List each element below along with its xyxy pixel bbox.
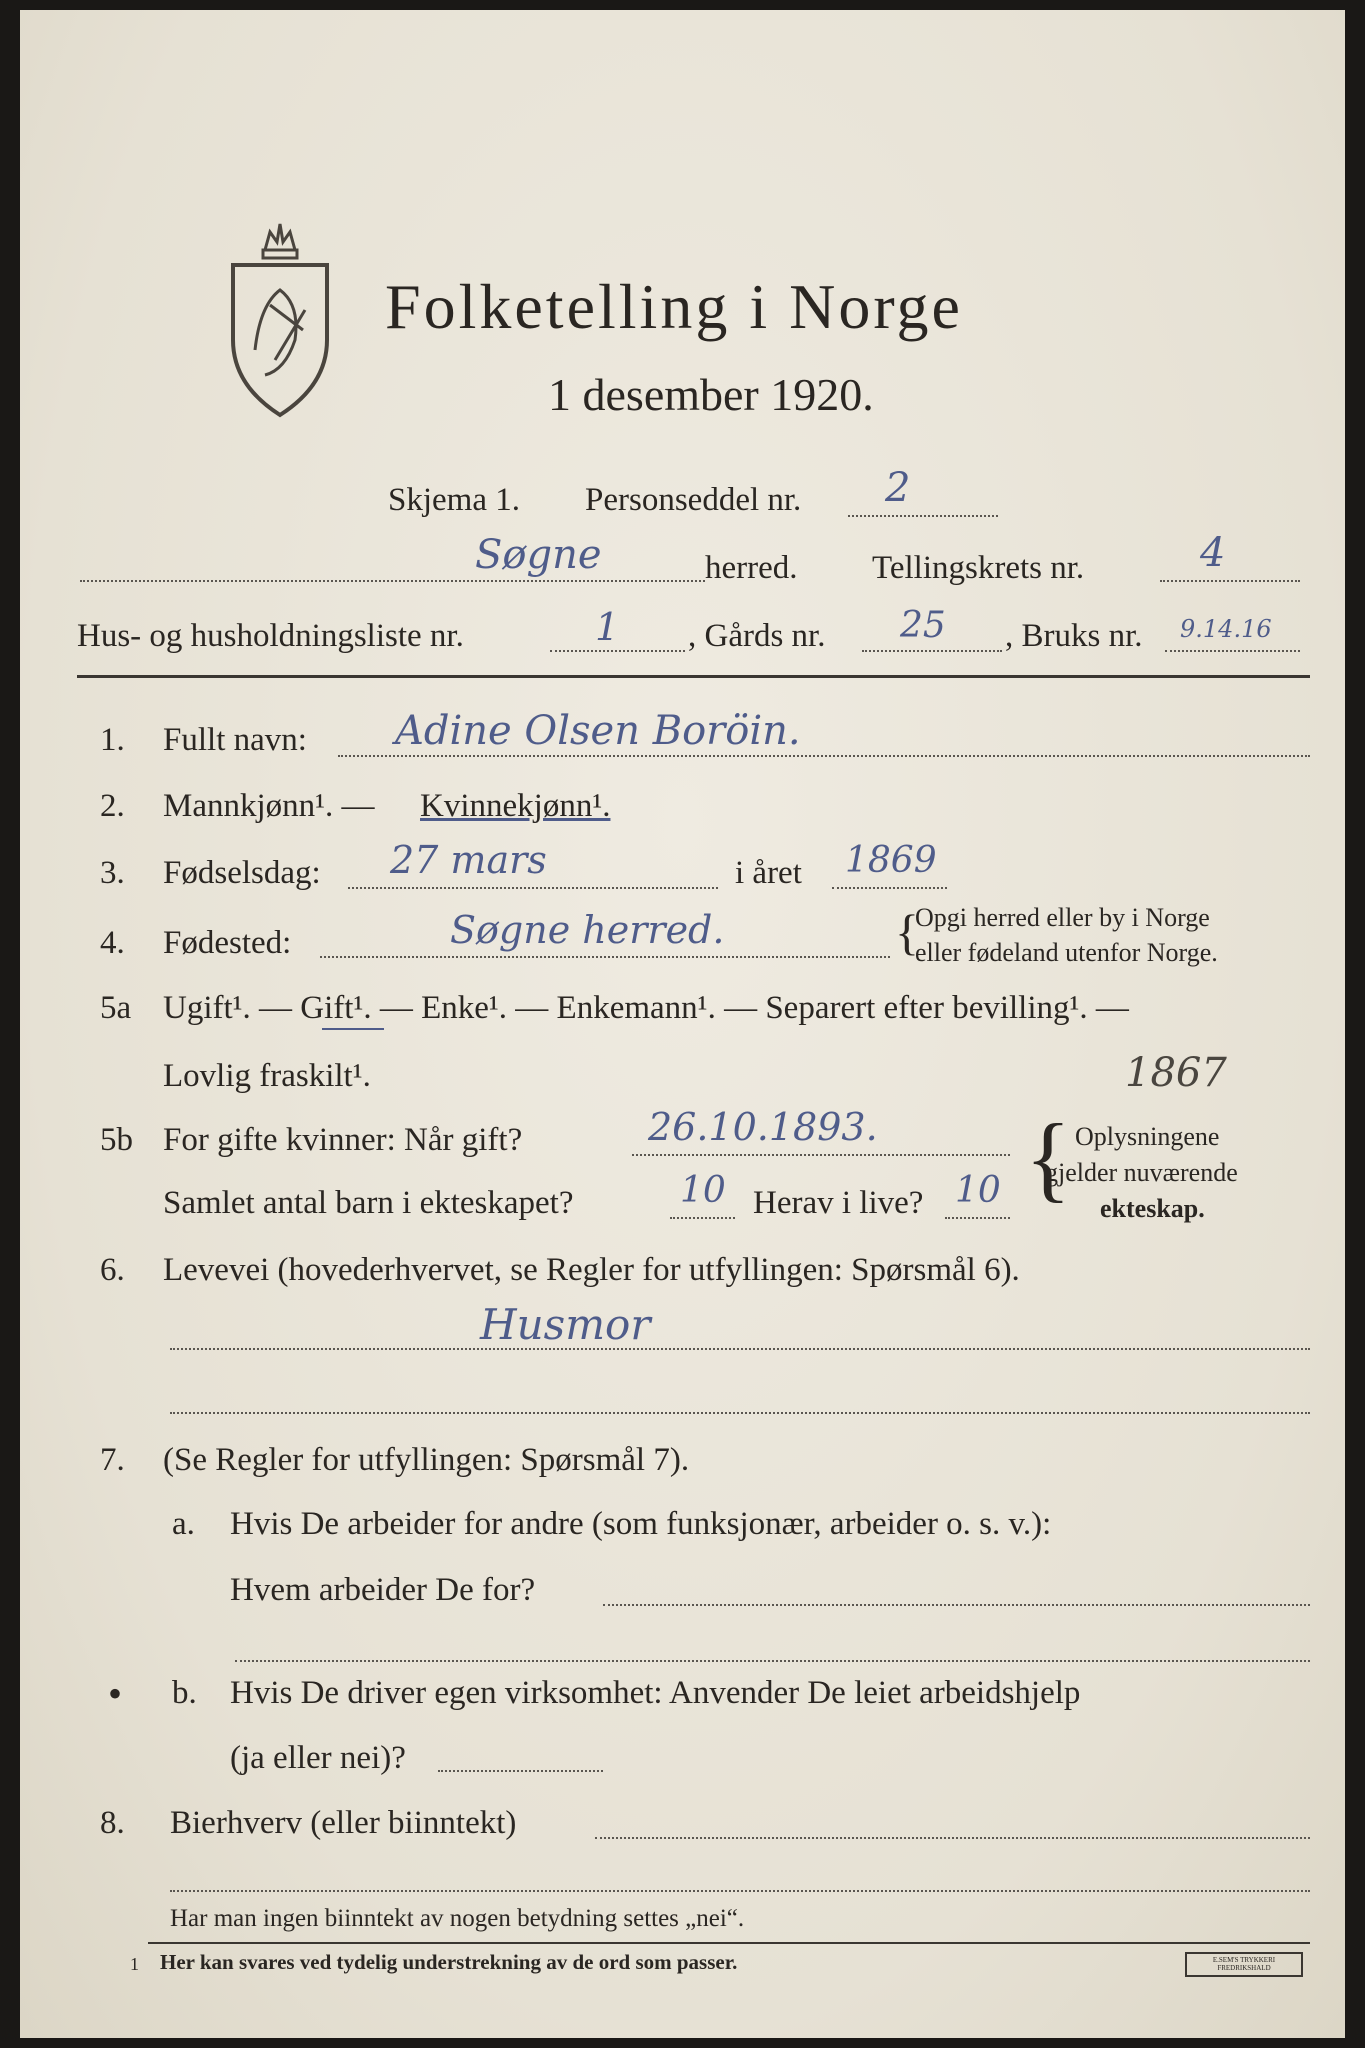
personseddel-line [848, 515, 998, 517]
gards-value: 25 [900, 605, 946, 646]
coat-of-arms-icon [225, 210, 335, 420]
barn-label: Samlet antal barn i ekteskapet? [163, 1185, 574, 1221]
gards-line [862, 650, 1002, 652]
personseddel-value: 2 [885, 465, 911, 511]
ekteskap-note-3: ekteskap. [1100, 1194, 1205, 1223]
footer-rule [148, 1942, 1310, 1944]
q7a-line-2 [235, 1660, 1310, 1662]
i-live-line [945, 1217, 1010, 1219]
i-live-value: 10 [955, 1170, 1001, 1211]
form-title: Folketelling i Norge [385, 271, 963, 342]
barn-value: 10 [680, 1170, 726, 1211]
q7-label: (Se Regler for utfyllingen: Spørsmål 7). [163, 1442, 690, 1478]
bierhverv-label: Bierhverv (eller biinntekt) [170, 1805, 517, 1841]
q1-number: 1. [100, 722, 125, 758]
bruks-value: 9.14.16 [1180, 615, 1272, 643]
husliste-label: Hus- og husholdningsliste nr. [77, 618, 464, 654]
q4-number: 4. [100, 925, 125, 961]
form-date: 1 desember 1920. [548, 369, 874, 420]
printer-stamp: E.SEM'S TRYKKERI FREDRIKSHALD [1185, 1952, 1303, 1977]
q7-number: 7. [100, 1442, 125, 1478]
footer-note: Har man ingen biinntekt av nogen betydning settes „nei“. [170, 1905, 745, 1932]
herred-label: herred. [705, 550, 798, 586]
herred-value: Søgne [475, 532, 602, 578]
fullt-navn-line [338, 755, 1310, 757]
ekteskap-note-2: gjelder nuværende [1045, 1158, 1238, 1187]
ekteskap-note-1: Oplysningene [1075, 1122, 1220, 1151]
fodested-label: Fødested: [163, 925, 292, 961]
lovlig-fraskilt-label: Lovlig fraskilt¹. [163, 1058, 371, 1094]
levevei-value: Husmor [480, 1300, 651, 1349]
personseddel-label: Personseddel nr. [585, 482, 802, 518]
q8-number: 8. [100, 1805, 125, 1841]
header-rule [77, 675, 1310, 678]
aar-value: 1869 [845, 840, 937, 881]
q6-number: 6. [100, 1252, 125, 1288]
bruks-line [1165, 650, 1300, 652]
tellingskrets-label: Tellingskrets nr. [872, 550, 1085, 586]
q5b-number: 5b [100, 1122, 133, 1158]
sivilstand-options: Ugift¹. — Gift¹. — Enke¹. — Enkemann¹. — Separert efter bevilling¹. — [163, 990, 1129, 1026]
bierhverv-line-1 [595, 1837, 1310, 1839]
nar-gift-label: For gifte kvinner: Når gift? [163, 1122, 523, 1158]
fodselsdag-line [348, 887, 718, 889]
husliste-value: 1 [595, 605, 620, 649]
ekteskap-brace: { [1025, 1104, 1072, 1211]
q7a-number: a. [172, 1506, 195, 1542]
fullt-navn-label: Fullt navn: [163, 722, 307, 758]
q7a-line-1 [603, 1604, 1310, 1606]
bierhverv-line-2 [170, 1890, 1310, 1892]
schema-label: Skjema 1. [388, 482, 520, 518]
fodested-value: Søgne herred. [450, 908, 725, 952]
q7a-question: Hvem arbeider De for? [230, 1572, 536, 1608]
aar-label: i året [735, 855, 802, 891]
footnote-text: Her kan svares ved tydelig understrekning av de ord som passer. [160, 1950, 738, 1974]
i-live-label: Herav i live? [753, 1185, 924, 1221]
q3-number: 3. [100, 855, 125, 891]
husliste-line [550, 650, 685, 652]
nar-gift-value: 26.10.1893. [648, 1105, 878, 1149]
q7b-line [438, 1770, 603, 1772]
nar-gift-line [632, 1154, 1010, 1156]
census-form [20, 10, 1345, 2038]
barn-line [670, 1217, 735, 1219]
mannkjonn-label: Mannkjønn¹. — [163, 788, 375, 824]
fodested-note-1: Opgi herred eller by i Norge [915, 903, 1210, 932]
fodested-line [320, 956, 890, 958]
tellingskrets-line [1160, 580, 1300, 582]
bruks-label: , Bruks nr. [1005, 618, 1143, 654]
aar-line [832, 887, 947, 889]
q7a-text: Hvis De arbeider for andre (som funksjonær, arbeider o. s. v.): [230, 1506, 1052, 1542]
fodested-note-2: eller fødeland utenfor Norge. [915, 938, 1218, 967]
q7b-question: (ja eller nei)? [230, 1740, 406, 1776]
q2-number: 2. [100, 788, 125, 824]
herred-line [80, 580, 705, 582]
fodselsdag-value: 27 mars [390, 838, 547, 882]
kvinnekjonn-label: Kvinnekjønn¹. [420, 788, 611, 824]
bullet-mark: • [108, 1671, 123, 1716]
q7b-number: b. [172, 1675, 197, 1711]
q5a-number: 5a [100, 990, 132, 1026]
fodselsdag-label: Fødselsdag: [163, 855, 321, 891]
q7b-text: Hvis De driver egen virksomhet: Anvender De leiet arbeidshjelp [230, 1675, 1081, 1711]
levevei-line-1 [170, 1348, 1310, 1350]
gards-label: , Gårds nr. [688, 618, 826, 654]
margin-note-year: 1867 [1125, 1050, 1227, 1096]
fullt-navn-value: Adine Olsen Boröin. [395, 708, 801, 754]
levevei-label: Levevei (hovederhvervet, se Regler for utfyllingen: Spørsmål 6). [163, 1252, 1020, 1288]
levevei-line-2 [170, 1412, 1310, 1414]
tellingskrets-value: 4 [1200, 530, 1226, 576]
gift-underline [322, 1028, 384, 1030]
fodested-brace: { [895, 904, 919, 960]
footnote-number: 1 [130, 1954, 139, 1974]
